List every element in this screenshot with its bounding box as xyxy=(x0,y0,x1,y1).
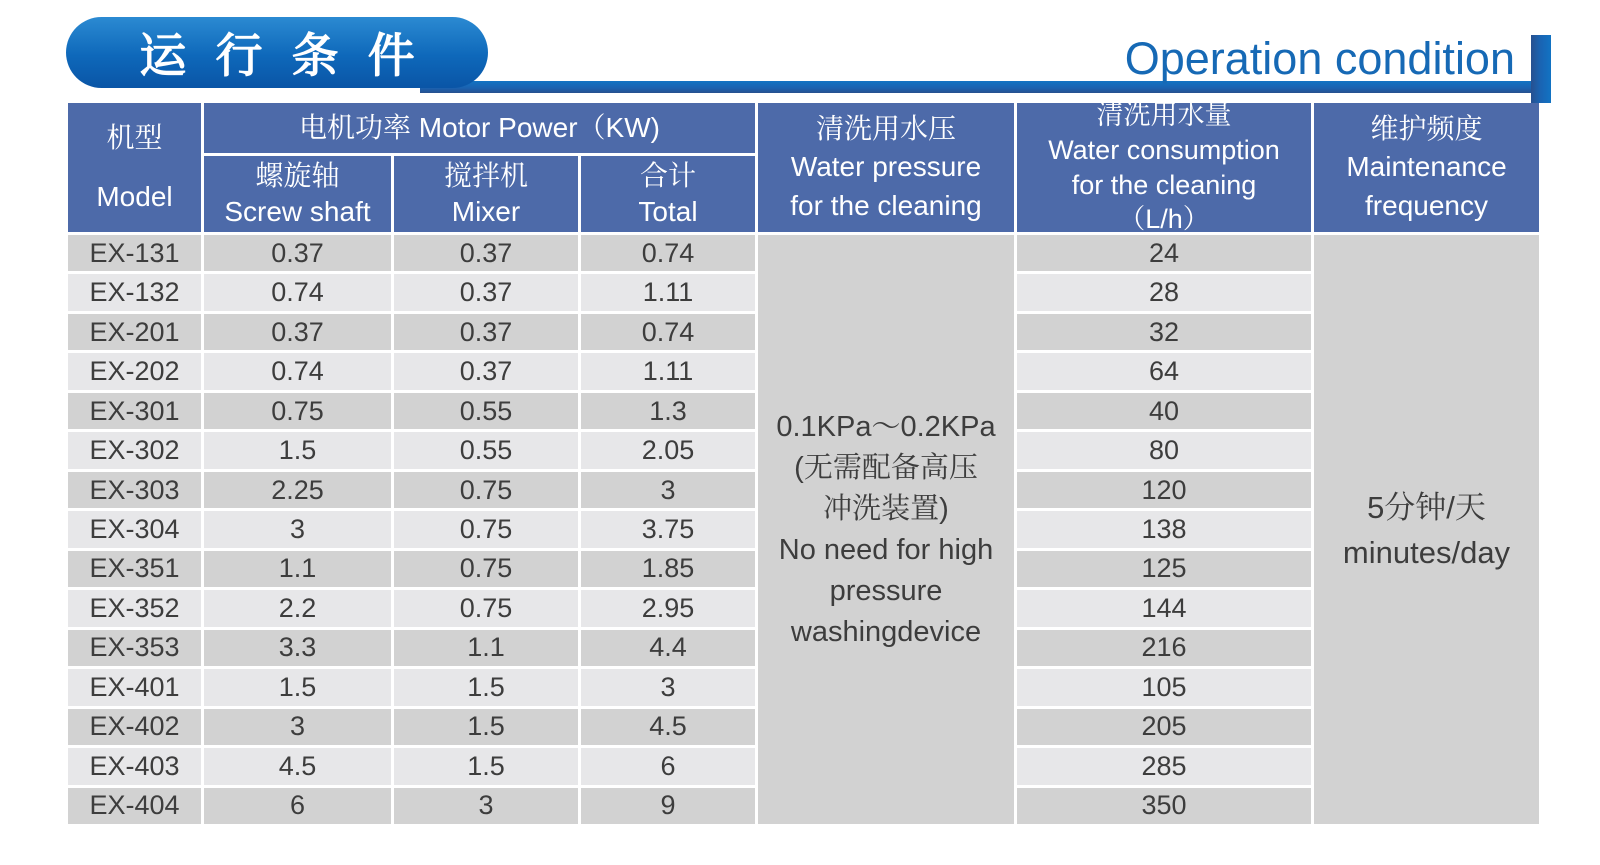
cell-mixer-row8: 0.75 xyxy=(394,511,578,547)
cell-screw-row2: 0.74 xyxy=(204,274,391,310)
cell-screw-row7: 2.25 xyxy=(204,472,391,508)
page-title-en: Operation condition xyxy=(1124,33,1515,84)
cell-total-row2: 1.11 xyxy=(581,274,755,310)
col-header-model-en: Model xyxy=(96,180,173,212)
cell-mixer-row6: 0.55 xyxy=(394,432,578,468)
maintenance-frequency-merged-cell: 5分钟/天 minutes/day xyxy=(1314,235,1539,824)
cell-mixer-row3: 0.37 xyxy=(394,314,578,350)
cell-mixer-row11: 1.1 xyxy=(394,630,578,666)
cell-total-row15: 9 xyxy=(581,788,755,824)
cell-model-row15: EX-404 xyxy=(68,788,201,824)
cell-mixer-row5: 0.55 xyxy=(394,393,578,429)
cell-screw-row5: 0.75 xyxy=(204,393,391,429)
cell-consumption-row8: 138 xyxy=(1017,511,1311,547)
cell-model-row14: EX-403 xyxy=(68,748,201,784)
cell-consumption-row2: 28 xyxy=(1017,274,1311,310)
page-title-zh: 运 行 条 件 xyxy=(139,29,423,82)
col-header-screw-shaft: 螺旋轴 Screw shaft xyxy=(204,156,391,232)
cell-mixer-row2: 0.37 xyxy=(394,274,578,310)
cell-consumption-row5: 40 xyxy=(1017,393,1311,429)
cell-screw-row10: 2.2 xyxy=(204,590,391,626)
cell-model-row6: EX-302 xyxy=(68,432,201,468)
cell-screw-row13: 3 xyxy=(204,709,391,745)
cell-mixer-row13: 1.5 xyxy=(394,709,578,745)
cell-consumption-row6: 80 xyxy=(1017,432,1311,468)
col-header-maintenance-frequency: 维护频度 Maintenance frequency xyxy=(1314,103,1539,232)
cell-screw-row9: 1.1 xyxy=(204,551,391,587)
header-rule-endcap xyxy=(1531,35,1551,103)
cell-total-row7: 3 xyxy=(581,472,755,508)
operation-condition-table xyxy=(68,100,1539,824)
cell-total-row4: 1.11 xyxy=(581,353,755,389)
cell-consumption-row15: 350 xyxy=(1017,788,1311,824)
cell-mixer-row1: 0.37 xyxy=(394,235,578,271)
cell-total-row10: 2.95 xyxy=(581,590,755,626)
cell-model-row2: EX-132 xyxy=(68,274,201,310)
cell-total-row8: 3.75 xyxy=(581,511,755,547)
cell-mixer-row15: 3 xyxy=(394,788,578,824)
cell-model-row5: EX-301 xyxy=(68,393,201,429)
cell-model-row9: EX-351 xyxy=(68,551,201,587)
cell-consumption-row10: 144 xyxy=(1017,590,1311,626)
cell-model-row7: EX-303 xyxy=(68,472,201,508)
col-header-total: 合计 Total xyxy=(581,156,755,232)
cell-mixer-row4: 0.37 xyxy=(394,353,578,389)
cell-mixer-row14: 1.5 xyxy=(394,748,578,784)
cell-total-row9: 1.85 xyxy=(581,551,755,587)
section-title-badge xyxy=(66,17,488,88)
cell-mixer-row7: 0.75 xyxy=(394,472,578,508)
cell-model-row1: EX-131 xyxy=(68,235,201,271)
col-header-motor-power: 电机功率 Motor Power（KW) xyxy=(204,103,755,153)
cell-total-row6: 2.05 xyxy=(581,432,755,468)
cell-consumption-row12: 105 xyxy=(1017,669,1311,705)
col-header-water-consumption: 清洗用水量 Water consumption for the cleaning （L/h） xyxy=(1017,103,1311,232)
cell-screw-row4: 0.74 xyxy=(204,353,391,389)
cell-total-row14: 6 xyxy=(581,748,755,784)
cell-consumption-row1: 24 xyxy=(1017,235,1311,271)
cell-screw-row8: 3 xyxy=(204,511,391,547)
water-pressure-merged-cell: 0.1KPa～0.2KPa (无需配备高压 冲洗装置) No need for high pressure washingdevice xyxy=(758,235,1014,824)
cell-total-row13: 4.5 xyxy=(581,709,755,745)
cell-model-row13: EX-402 xyxy=(68,709,201,745)
cell-screw-row12: 1.5 xyxy=(204,669,391,705)
col-header-water-pressure: 清洗用水压 Water pressure for the cleaning xyxy=(758,103,1014,232)
cell-model-row10: EX-352 xyxy=(68,590,201,626)
cell-screw-row11: 3.3 xyxy=(204,630,391,666)
cell-consumption-row11: 216 xyxy=(1017,630,1311,666)
cell-screw-row1: 0.37 xyxy=(204,235,391,271)
cell-consumption-row4: 64 xyxy=(1017,353,1311,389)
cell-total-row11: 4.4 xyxy=(581,630,755,666)
cell-consumption-row3: 32 xyxy=(1017,314,1311,350)
cell-mixer-row10: 0.75 xyxy=(394,590,578,626)
cell-consumption-row14: 285 xyxy=(1017,748,1311,784)
cell-screw-row6: 1.5 xyxy=(204,432,391,468)
cell-model-row4: EX-202 xyxy=(68,353,201,389)
cell-model-row11: EX-353 xyxy=(68,630,201,666)
cell-model-row12: EX-401 xyxy=(68,669,201,705)
cell-screw-row14: 4.5 xyxy=(204,748,391,784)
cell-mixer-row9: 0.75 xyxy=(394,551,578,587)
cell-total-row1: 0.74 xyxy=(581,235,755,271)
col-header-mixer: 搅拌机 Mixer xyxy=(394,156,578,232)
cell-screw-row3: 0.37 xyxy=(204,314,391,350)
cell-mixer-row12: 1.5 xyxy=(394,669,578,705)
cell-total-row3: 0.74 xyxy=(581,314,755,350)
cell-total-row12: 3 xyxy=(581,669,755,705)
col-header-model xyxy=(68,103,201,232)
cell-model-row8: EX-304 xyxy=(68,511,201,547)
cell-total-row5: 1.3 xyxy=(581,393,755,429)
cell-consumption-row13: 205 xyxy=(1017,709,1311,745)
col-header-model-zh: 机型 xyxy=(106,122,163,154)
cell-model-row3: EX-201 xyxy=(68,314,201,350)
cell-consumption-row9: 125 xyxy=(1017,551,1311,587)
cell-screw-row15: 6 xyxy=(204,788,391,824)
cell-consumption-row7: 120 xyxy=(1017,472,1311,508)
